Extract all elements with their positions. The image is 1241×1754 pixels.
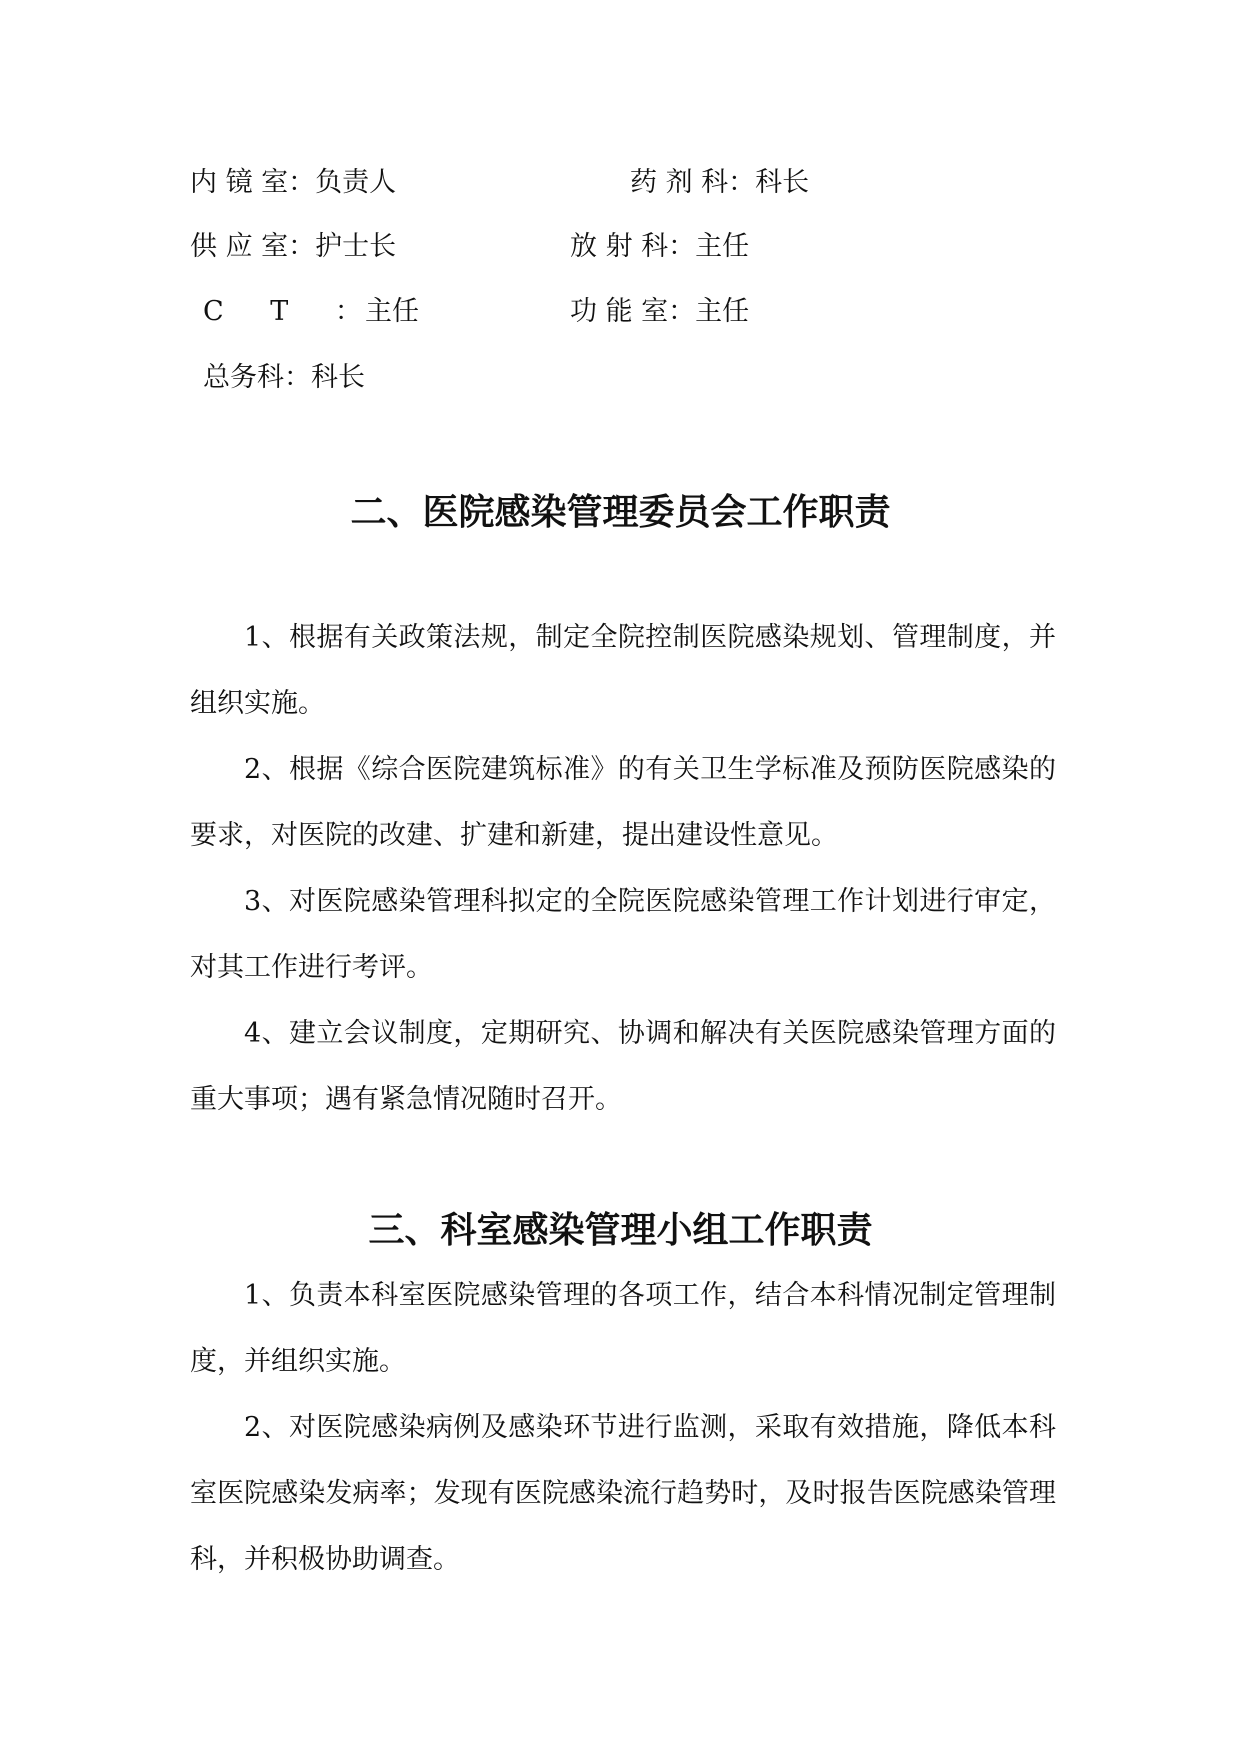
section2-item: 1、根据有关政策法规，制定全院控制医院感染规划、管理制度，并组织实施。 — [190, 622, 1056, 719]
roster-ct-role: 主任 — [365, 296, 419, 327]
section2-item: 2、根据《综合医院建筑标准》的有关卫生学标准及预防医院感染的要求，对医院的改建、扩建和新建，提出建设性意见。 — [190, 754, 1056, 851]
roster-function: 功 能 室：主任 — [570, 296, 750, 327]
roster-radiology: 放 射 科：主任 — [570, 231, 750, 262]
roster-ct-label: C T ： — [203, 296, 362, 327]
section3-item: 2、对医院感染病例及感染环节进行监测，采取有效措施，降低本科室医院感染发病率；发现有医院感染流行趋势时，及时报告医院感染管理科，并积极协助调查。 — [190, 1412, 1056, 1575]
roster-endoscopy: 内 镜 室：负责人 — [190, 167, 397, 198]
roster-supply: 供 应 室：护士长 — [190, 231, 397, 262]
section2-title: 二、医院感染管理委员会工作职责 — [350, 491, 891, 533]
section2-item: 4、建立会议制度，定期研究、协调和解决有关医院感染管理方面的重大事项；遇有紧急情况随时召开。 — [190, 1018, 1056, 1115]
section3-item: 1、负责本科室医院感染管理的各项工作，结合本科情况制定管理制度，并组织实施。 — [190, 1280, 1056, 1377]
roster-pharmacy: 药 剂 科：科长 — [630, 167, 810, 198]
section2-item: 3、对医院感染管理科拟定的全院医院感染管理工作计划进行审定，对其工作进行考评。 — [190, 886, 1056, 983]
roster-general-affairs: 总务科：科长 — [203, 362, 365, 393]
section3-title: 三、科室感染管理小组工作职责 — [368, 1209, 873, 1251]
